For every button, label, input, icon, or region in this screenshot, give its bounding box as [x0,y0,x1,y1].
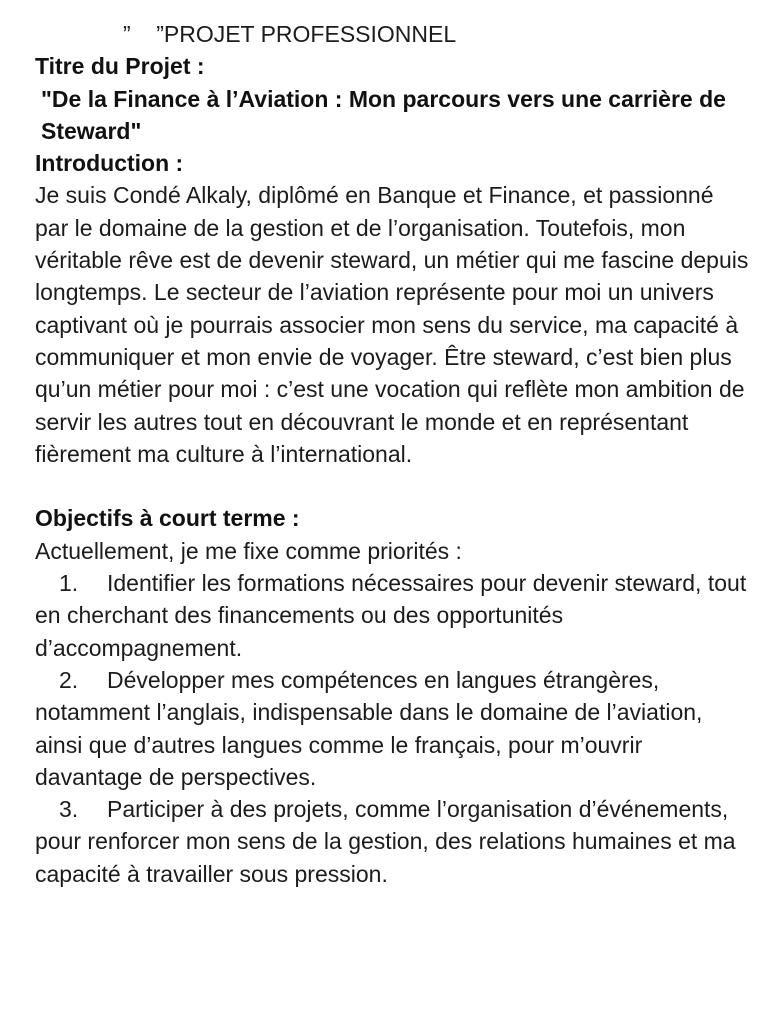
objective-number: 3. [59,796,79,823]
objective-item-1 [35,567,750,664]
objective-text: Développer mes compétences en langues étrangères, notamment l’anglais, indispensable dans le domaine de l’aviation, ainsi que d’autres langues comme le français, pour m’ouvrir davantage de perspectives. [35,666,703,790]
objective-number: 1. [59,570,79,597]
section-spacer [35,470,750,502]
objective-text: Participer à des projets, comme l’organisation d’événements, pour renforcer mon sens de la gestion, des relations humaines et ma capacité à travailler sous pression. [35,796,736,887]
introduction-paragraph: Je suis Condé Alkaly, diplômé en Banque et Finance, et passionné par le domaine de la gestion et de l’organisation. Toutefois, mon véritable rêve est de devenir steward, un métier qui me fascine depuis longtemps. Le secteur de l’aviation représente pour moi un univers captivant où je pourrais associer mon sens du service, ma capacité à communiquer et mon envie de voyager. Être steward, c’est bien plus qu’un métier pour moi : c’est une vocation qui reflète mon ambition de servir les autres tout en découvrant le monde et en représentant fièrement ma culture à l’international. [35,182,749,467]
objectives-intro: Actuellement, je me fixe comme priorités : [35,537,462,564]
introduction-heading: Introduction : [35,150,184,177]
project-title: "De la Finance à l’Aviation : Mon parcours vers une carrière de Steward" [41,85,726,144]
objective-item-3 [35,793,750,890]
objectives-heading: Objectifs à court terme : [35,505,300,532]
title-label: Titre du Projet : [35,53,205,80]
objective-text: Identifier les formations nécessaires pour devenir steward, tout en cherchant des financements ou des opportunités d’accompagnement. [35,570,747,661]
document-page [35,18,750,890]
objective-item-2 [35,664,750,793]
document-header: ” ”PROJET PROFESSIONNEL [123,21,457,47]
objective-number: 2. [59,666,79,693]
